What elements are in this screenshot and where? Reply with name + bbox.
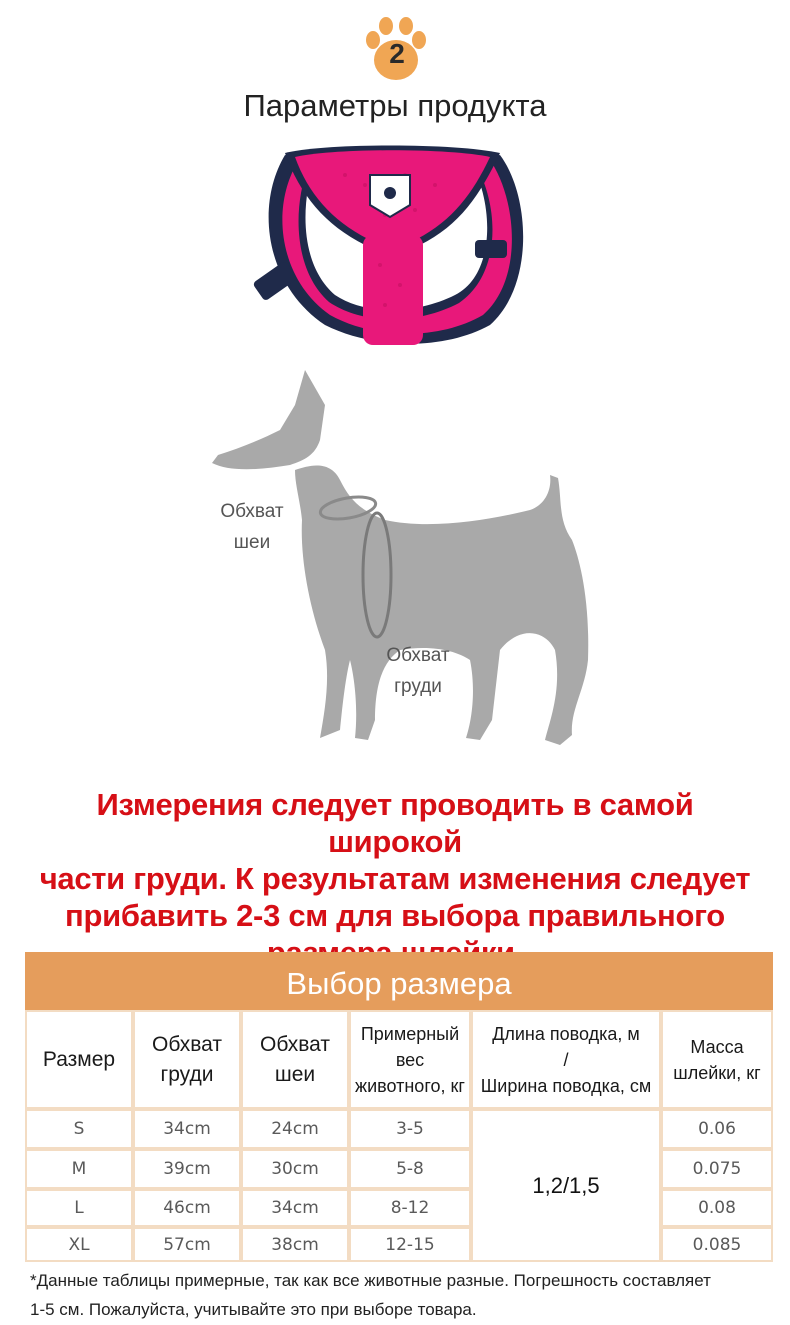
neck-girth-label: Обхват шеи bbox=[220, 501, 284, 553]
cell-weight: 3-5 bbox=[351, 1111, 469, 1147]
cell-size: XL bbox=[27, 1229, 131, 1260]
cell-mass: 0.085 bbox=[663, 1229, 771, 1260]
step-number: 2 bbox=[389, 38, 405, 69]
size-table-grid bbox=[25, 1010, 773, 1262]
cell-chest: 39cm bbox=[135, 1151, 239, 1187]
header-neck: Обхват шеи bbox=[243, 1012, 347, 1107]
cell-size: M bbox=[27, 1151, 131, 1187]
cell-size: S bbox=[27, 1111, 131, 1147]
page-title: Параметры продукта bbox=[243, 88, 547, 123]
dog-harness-image bbox=[245, 135, 535, 355]
cell-chest: 34cm bbox=[135, 1111, 239, 1147]
cell-chest: 57cm bbox=[135, 1229, 239, 1260]
cell-neck: 38cm bbox=[243, 1229, 347, 1260]
header-size: Размер bbox=[27, 1012, 131, 1107]
size-table bbox=[25, 952, 773, 1262]
measurement-warning: Измерения следует проводить в самой широкой части груди. К результатам изменения следует прибавить 2-3 см для выбора правильного bbox=[39, 787, 751, 933]
cell-size: L bbox=[27, 1191, 131, 1225]
cell-mass: 0.06 bbox=[663, 1111, 771, 1147]
header-mass: Масса шлейки, кг bbox=[663, 1012, 771, 1107]
cell-weight: 5-8 bbox=[351, 1151, 469, 1187]
footnote: *Данные таблицы примерные, так как все животные разные. Погрешность составляет 1-5 см. Пожалуйста, учитывайте это при выборе товара. bbox=[30, 1271, 711, 1319]
cell-neck: 30cm bbox=[243, 1151, 347, 1187]
header-leash: Длина поводка, м / Ширина поводка, см bbox=[473, 1012, 659, 1107]
cell-mass: 0.075 bbox=[663, 1151, 771, 1187]
header-weight: Примерный вес животного, кг bbox=[351, 1012, 469, 1107]
cell-weight: 12-15 bbox=[351, 1229, 469, 1260]
cell-weight: 8-12 bbox=[351, 1191, 469, 1225]
cell-mass: 0.08 bbox=[663, 1191, 771, 1225]
chest-girth-label: Обхват груди bbox=[386, 645, 450, 697]
header-chest: Обхват груди bbox=[135, 1012, 239, 1107]
size-table-title: Выбор размера bbox=[25, 952, 773, 1010]
cell-leash-merged: 1,2/1,5 bbox=[473, 1111, 659, 1260]
cell-neck: 24cm bbox=[243, 1111, 347, 1147]
cell-chest: 46cm bbox=[135, 1191, 239, 1225]
cell-neck: 34cm bbox=[243, 1191, 347, 1225]
